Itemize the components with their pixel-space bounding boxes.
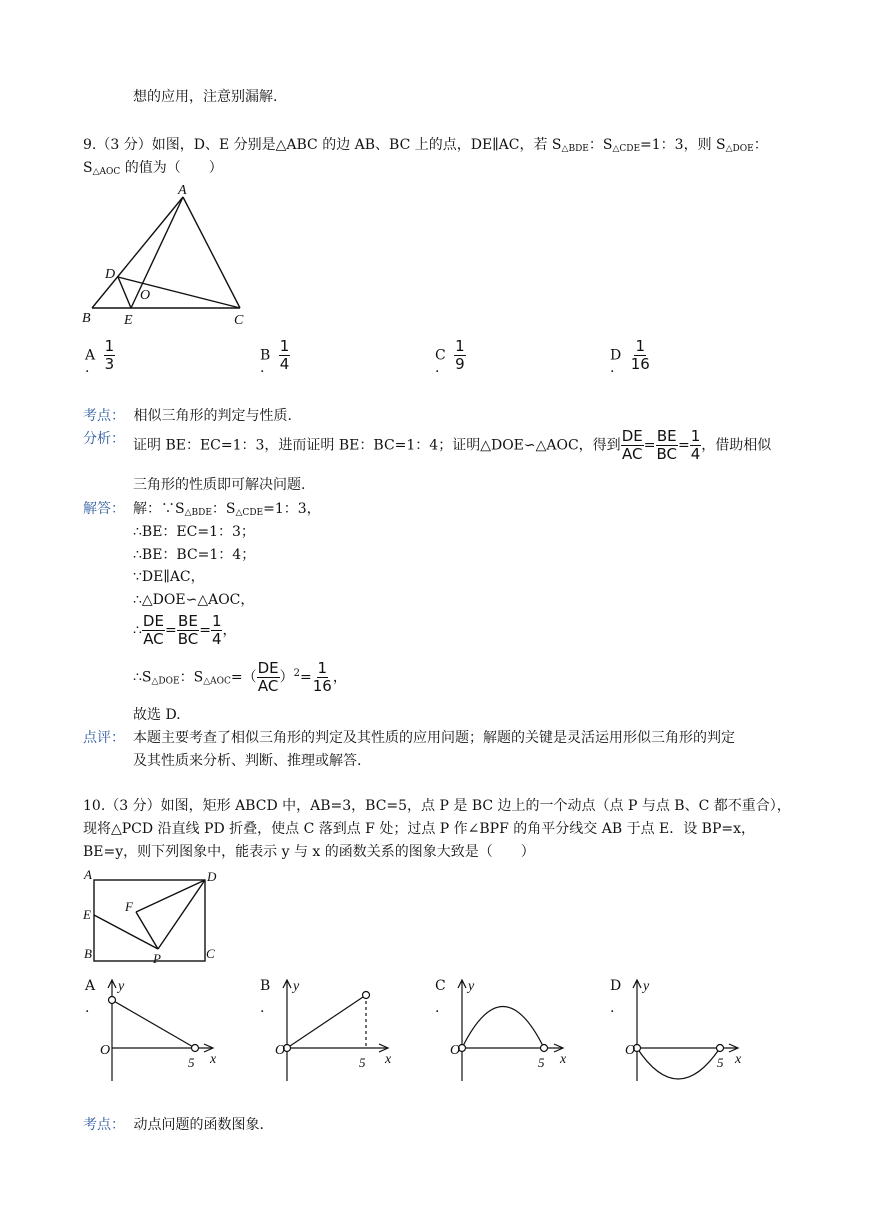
q9-option-d[interactable]: D $\frac{1}{16}$: [610, 337, 650, 373]
axis-y-label: y: [468, 979, 475, 994]
q10-option-c-dot: .: [435, 1000, 440, 1016]
q10-stem-line2: 现将△PCD 沿直线 PD 折叠，使点 C 落到点 F 处；过点 P 作∠BPF 的角平分线交 AB 于点 E．设 BP=x，: [83, 821, 756, 837]
q9-option-b[interactable]: B $\frac{1}{4}$: [260, 337, 290, 373]
kaodian-label: 考点：: [83, 408, 125, 424]
q9-dianping-line1: 本题主要考查了相似三角形的判定及其性质的应用问题；解题的关键是灵活运用形似三角形的判定: [133, 730, 735, 746]
q10-kaodian: 考点： 动点问题的函数图象.: [83, 1117, 264, 1133]
q10-option-c[interactable]: C: [435, 978, 446, 994]
label-C: C: [206, 946, 215, 961]
q10-option-a[interactable]: A: [85, 978, 96, 994]
q9-option-c[interactable]: C $\frac{1}{9}$: [435, 337, 465, 373]
q10-option-b[interactable]: B: [260, 978, 271, 994]
q10-graph-b[interactable]: [275, 975, 405, 1085]
axis-x-label: x: [560, 1052, 567, 1067]
q10-stem-line1: 10.（3 分）如图，矩形 ABCD 中，AB=3，BC=5，点 P 是 BC 边上的一个动点（点 P 与点 B、C 都不重合），: [83, 798, 791, 814]
origin-label: O: [625, 1043, 636, 1058]
label-A: A: [178, 183, 187, 198]
axis-y-label: y: [118, 979, 125, 994]
tick-5: 5: [538, 1055, 545, 1070]
axis-x-label: x: [210, 1052, 217, 1067]
q10-option-b-dot: .: [260, 1000, 265, 1016]
label-B: B: [82, 311, 91, 326]
q9-jieda-line4: ∵DE∥AC，: [133, 569, 205, 585]
label-A: A: [84, 867, 92, 882]
fenxi-label: 分析：: [83, 431, 125, 447]
q9-jieda-line5: ∴△DOE∽△AOC，: [133, 592, 255, 608]
origin-label: O: [450, 1043, 461, 1058]
label-E: E: [83, 907, 91, 922]
q9-jieda-line8: 故选 D.: [133, 707, 181, 723]
q9-option-b-dot: .: [260, 360, 265, 376]
label-F: F: [125, 899, 133, 914]
q9-option-c-dot: .: [435, 360, 440, 376]
label-C: C: [234, 313, 244, 328]
q9-option-d-dot: .: [610, 360, 615, 376]
q10-option-a-dot: .: [85, 1000, 90, 1016]
q10-option-d-dot: .: [610, 1000, 615, 1016]
label-D: D: [105, 267, 116, 282]
q10-stem-line3: BE=y，则下列图象中，能表示 y 与 x 的函数关系的图象大致是（ ）: [83, 844, 535, 860]
q10-graph-c[interactable]: [450, 975, 580, 1085]
label-D: D: [207, 869, 217, 884]
axis-y-label: y: [293, 979, 300, 994]
q9-option-a-dot: .: [85, 360, 90, 376]
label-O: O: [140, 288, 151, 303]
origin-label: O: [100, 1043, 111, 1058]
q9-jieda-line7: $\therefore S_{\triangle DOE}$：$S_{\triangle AOC}=$（ $\frac{DE}{AC}$ ）$^2$= $\frac{1}{16}$ ，: [133, 659, 347, 695]
q9-stem-line2: $S_{\triangle AOC}$ 的值为（ ）: [83, 160, 223, 177]
q10-graph-a[interactable]: [100, 975, 230, 1085]
axis-y-label: y: [643, 979, 650, 994]
continuation-text: 想的应用，注意别漏解.: [133, 89, 278, 105]
label-E: E: [124, 313, 133, 328]
origin-label: O: [275, 1043, 286, 1058]
q9-dianping-line2: 及其性质来分析、判断、推理或解答.: [133, 753, 362, 769]
q9-jieda-line3: ∴BE：BC=1：4；: [133, 547, 256, 563]
q9-stem-line1: 9.（3 分）如图，D、E 分别是△ABC 的边 AB、BC 上的点，DE∥AC，若 $S_{\triangle BDE}$：$S_{\triangle CDE}=1$：3，则 $S_{\triangle DOE}$：: [83, 137, 768, 154]
q9-kaodian: 考点： 相似三角形的判定与性质.: [83, 408, 292, 424]
label-P: P: [153, 951, 161, 966]
q9-triangle-figure: [78, 182, 258, 328]
axis-x-label: x: [385, 1052, 392, 1067]
axis-x-label: x: [735, 1052, 742, 1067]
q10-graph-d[interactable]: [625, 975, 755, 1085]
q9-fenxi-line2: 三角形的性质即可解决问题.: [133, 477, 306, 493]
q10-rectangle-figure: [80, 866, 228, 966]
q9-jieda-line2: ∴BE：EC=1：3；: [133, 524, 255, 540]
q9-jieda-line1: 解：$\because S_{\triangle BDE}$：$S_{\triangle CDE}=1$：3，: [133, 501, 321, 518]
label-B: B: [84, 946, 92, 961]
tick-5: 5: [717, 1055, 724, 1070]
q9-jieda-line6: ∴ $\frac{DE}{AC}$ = $\frac{BE}{BC}$ = $\frac{1}{4}$ ，: [133, 612, 237, 648]
q9-option-a[interactable]: A $\frac{1}{3}$: [85, 337, 115, 373]
kaodian-label: 考点：: [83, 1117, 125, 1133]
dianping-label: 点评：: [83, 730, 125, 746]
q9-fenxi-line1: 证明 BE：EC=1：3，进而证明 BE：BC=1：4；证明△DOE∽△AOC，得到 $\frac{DE}{AC}$ = $\frac{BE}{BC}$ = $\frac{1}{4}$ ，借助相似: [133, 427, 772, 463]
q10-option-d[interactable]: D: [610, 978, 622, 994]
jieda-label: 解答：: [83, 501, 125, 517]
tick-5: 5: [359, 1055, 366, 1070]
tick-5: 5: [188, 1055, 195, 1070]
